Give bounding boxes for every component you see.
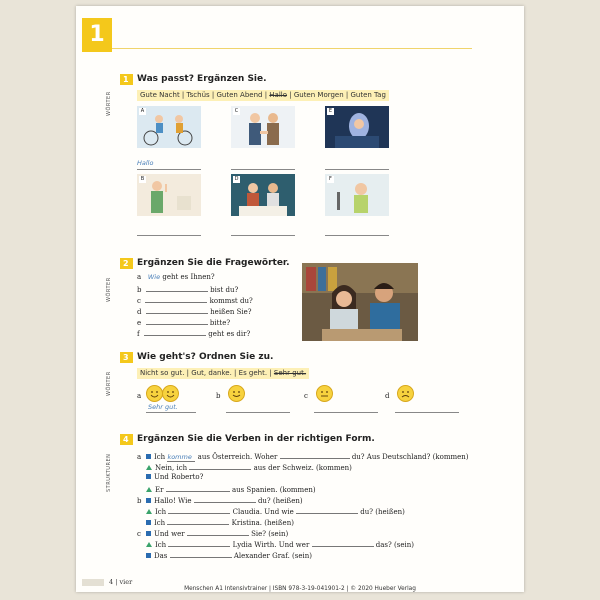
verb-line-8 [137,528,288,538]
q-row-a [137,273,215,281]
line-text: du? (heißen) [360,508,405,516]
picture-a-letter: A [140,108,145,114]
page-number-area: 4 | vier [82,578,132,586]
speaker-2-marker [146,465,152,470]
line-letter: c [137,530,141,538]
line-text: Kristina. (heißen) [231,519,294,527]
row-text: heißen Sie? [210,308,252,316]
night-scene-illustration [325,106,389,148]
exercise-3-side-label: WÖRTER [106,371,112,396]
speaker-1-marker [146,531,151,536]
picture-e-letter: E [328,108,333,114]
unit-rule [112,48,472,49]
line-text: Ich [155,541,167,549]
q-row-e [137,317,230,327]
speaker-1-marker [146,520,151,525]
exercise-1-word-box: Gute Nacht | Tschüs | Guten Abend | Hallo | Guten Morgen | Guten Tag [137,90,389,101]
speaker-2-marker [146,487,152,492]
row-letter: f [137,330,140,338]
answer-line-d[interactable] [231,235,295,236]
exercise-2-title: Ergänzen Sie die Fragewörter. [137,258,290,268]
mood-2: Gut, danke. [191,369,232,377]
line-text: Ich [154,519,166,527]
page-word: vier [119,578,133,586]
line-text: Nein, ich [155,464,188,472]
cyclists-illustration [137,106,201,148]
answer-line-b[interactable] [137,235,201,236]
blank-line-1[interactable] [280,451,350,459]
exercise-3-example-answer: Sehr gut. [148,403,178,411]
exercise-4-badge [120,434,133,445]
word-1: Gute Nacht [140,91,180,99]
blank-line-2[interactable] [189,462,251,470]
picture-f-letter: F [327,176,334,183]
line-text: Sie? (sein) [251,530,289,538]
line-text: Und Roberto? [154,473,204,481]
q-row-d [137,306,252,316]
blank-c[interactable] [145,295,207,303]
exercise-3-title: Wie geht's? Ordnen Sie zu. [137,352,274,362]
picture-c [231,106,295,148]
picture-a [137,106,201,148]
exercise-1-badge [120,74,133,85]
speaker-1-marker [146,553,151,558]
line-text: Claudia. Und wie [232,508,294,516]
mood-1: Nicht so gut. [140,369,185,377]
blank-line-9a[interactable] [168,539,230,547]
blank-line-9b[interactable] [312,539,374,547]
line-text: Alexander Graf. (sein) [233,552,312,560]
smiley-letter-a: a [137,392,142,400]
dinner-illustration [231,174,295,216]
page-tab [82,579,104,586]
smiley-smile-icon [228,385,245,402]
word-2: Tschüs [186,91,210,99]
picture-d [231,174,295,216]
speaker-2-marker [146,509,152,514]
line-text: aus der Schweiz. (kommen) [253,464,352,472]
smiley-letter-d: d [385,392,390,400]
exercise-2-number: 2 [123,259,129,268]
answer-line-mood-a[interactable] [146,412,196,413]
smiley-letter-c: c [304,392,308,400]
row-example-answer: Wie [147,273,161,281]
exercise-2-badge [120,258,133,269]
blank-line-4[interactable] [166,484,230,492]
line-text: das? (sein) [375,541,414,549]
q-row-b [137,284,238,294]
row-text: kommst du? [209,297,253,305]
answer-line-mood-d[interactable] [395,412,459,413]
line-text: aus Österreich. Woher [197,453,278,461]
blank-b[interactable] [146,284,208,292]
row-text: geht es dir? [208,330,251,338]
word-6: Guten Tag [350,91,386,99]
line-text: Ich [155,508,167,516]
verb-line-3 [137,473,203,481]
q-row-f [137,328,250,338]
exercise-3-word-box: Nicht so gut. | Gut, danke. | Es geht. | Sehr gut. [137,368,309,379]
blank-line-7[interactable] [167,517,229,525]
picture-e [325,106,389,148]
smiley-happy-icon [146,385,163,402]
blank-d[interactable] [146,306,208,314]
verb-line-2 [137,462,352,472]
row-text: bist du? [210,286,239,294]
line-letter: b [137,497,142,505]
blank-line-8[interactable] [187,528,249,536]
line-text: Und wer [154,530,185,538]
smiley-happy-icon [162,385,179,402]
workbook-page [76,6,524,592]
picture-d-letter: D [234,176,239,182]
row-text: bitte? [209,319,231,327]
row-letter: b [137,286,142,294]
exercise-4-title: Ergänzen Sie die Verben in der richtigen Form. [137,434,375,444]
line-text: Das [154,552,168,560]
line-text: du? Aus Deutschland? (kommen) [351,453,469,461]
word-3: Guten Abend [216,91,263,99]
exercise-1-side-label: WÖRTER [106,91,112,116]
blank-line-5[interactable] [194,495,256,503]
speaker-1-marker [146,454,151,459]
blank-f[interactable] [144,328,206,336]
blank-line-6b[interactable] [296,506,358,514]
blank-line-6a[interactable] [168,506,230,514]
exercise-3-badge [120,352,133,363]
verb-line-10 [137,550,312,560]
speaker-1-marker [146,474,151,479]
line-text: Lydia Wirth. Und wer [232,541,310,549]
verb-line-5 [137,495,303,505]
exercise-3-number: 3 [123,353,129,362]
picture-b-letter: B [140,176,145,182]
smiley-neutral-icon [316,385,333,402]
row-letter: c [137,297,141,305]
sleepy-illustration [325,174,389,216]
exercise-2-side-label: WÖRTER [106,277,112,302]
answer-line-mood-b[interactable] [226,412,290,413]
speaker-1-marker [146,498,151,503]
word-5: Guten Morgen [293,91,344,99]
answer-line-e[interactable] [325,169,389,170]
row-letter: d [137,308,142,316]
smiley-letter-b: b [216,392,221,400]
footer-imprint: Menschen A1 Intensivtrainer | ISBN 978-3-19-041901-2 | © 2020 Hueber Verlag [184,586,416,592]
line-letter: a [137,453,142,461]
picture-c-letter: C [234,108,239,114]
blank-line-10[interactable] [170,550,232,558]
exercise-4-number: 4 [123,435,129,444]
verb-line-4 [137,484,316,494]
unit-number: 1 [89,22,105,47]
verb-line-7 [137,517,294,527]
handshake-illustration [231,106,295,148]
example-answer: komme [167,453,195,462]
answer-line-a[interactable] [137,169,201,170]
picture-f [325,174,389,216]
students-photo-image [302,263,418,341]
verb-line-1 [137,451,468,462]
verb-line-9 [137,539,414,549]
exercise-4-side-label: STRUKTUREN [106,453,112,492]
exercise-1-example-answer: Hallo [137,159,154,167]
row-letter: e [137,319,142,327]
picture-b [137,174,201,216]
smiley-sad-icon [397,385,414,402]
q-row-c [137,295,253,305]
line-text: du? (heißen) [257,497,303,505]
exercise-1-title: Was passt? Ergänzen Sie. [137,74,267,84]
answer-line-c[interactable] [231,169,295,170]
unit-badge [82,18,112,52]
mood-4-struck: Sehr gut. [273,369,307,377]
row-text: geht es Ihnen? [162,273,215,281]
line-text: Er [155,486,164,494]
blank-e[interactable] [146,317,208,325]
row-letter: a [137,273,142,281]
line-text: Ich [154,453,166,461]
students-photo [302,263,418,341]
answer-line-mood-c[interactable] [314,412,378,413]
answer-line-f[interactable] [325,235,389,236]
mood-3: Es geht. [238,369,268,377]
verb-line-6 [137,506,405,516]
word-4-struck: Hallo [269,91,288,99]
exercise-1-number: 1 [123,75,129,84]
waving-goodbye-illustration [137,174,201,216]
line-text: Hallo! Wie [154,497,192,505]
line-text: aus Spanien. (kommen) [231,486,316,494]
page-number: 4 [109,578,114,586]
speaker-2-marker [146,542,152,547]
